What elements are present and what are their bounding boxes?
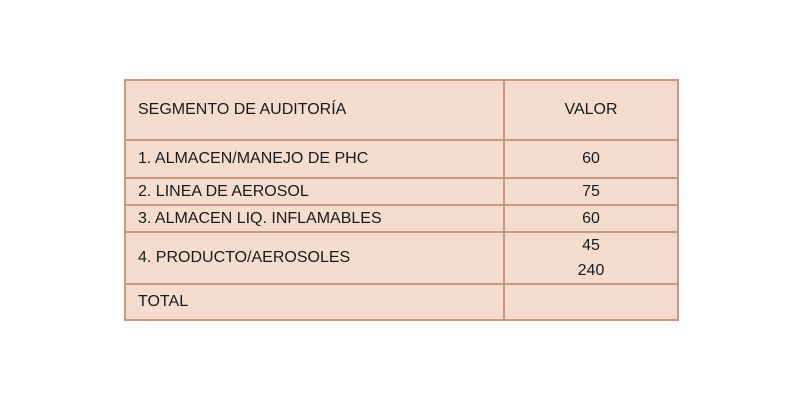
total-label: TOTAL bbox=[125, 284, 504, 320]
segment-cell: 4. PRODUCTO/AEROSOLES bbox=[125, 232, 504, 284]
value-cell bbox=[504, 232, 678, 284]
value-text: 45 bbox=[582, 237, 600, 254]
segment-cell: 1. ALMACEN/MANEJO DE PHC bbox=[125, 140, 504, 178]
table-row bbox=[125, 178, 678, 205]
subtotal-value: 240 bbox=[577, 262, 605, 279]
total-row bbox=[125, 284, 678, 320]
table-row bbox=[125, 205, 678, 232]
table-row bbox=[125, 232, 678, 284]
value-cell: 75 bbox=[504, 178, 678, 205]
segment-cell: 3. ALMACEN LIQ. INFLAMABLES bbox=[125, 205, 504, 232]
header-value: VALOR bbox=[504, 80, 678, 140]
value-cell: 60 bbox=[504, 140, 678, 178]
total-value bbox=[504, 284, 678, 320]
table-header-row bbox=[125, 80, 678, 140]
audit-segment-table bbox=[124, 79, 679, 321]
value-cell: 60 bbox=[504, 205, 678, 232]
table-row bbox=[125, 140, 678, 178]
header-segment: SEGMENTO DE AUDITORÍA bbox=[125, 80, 504, 140]
segment-cell: 2. LINEA DE AEROSOL bbox=[125, 178, 504, 205]
